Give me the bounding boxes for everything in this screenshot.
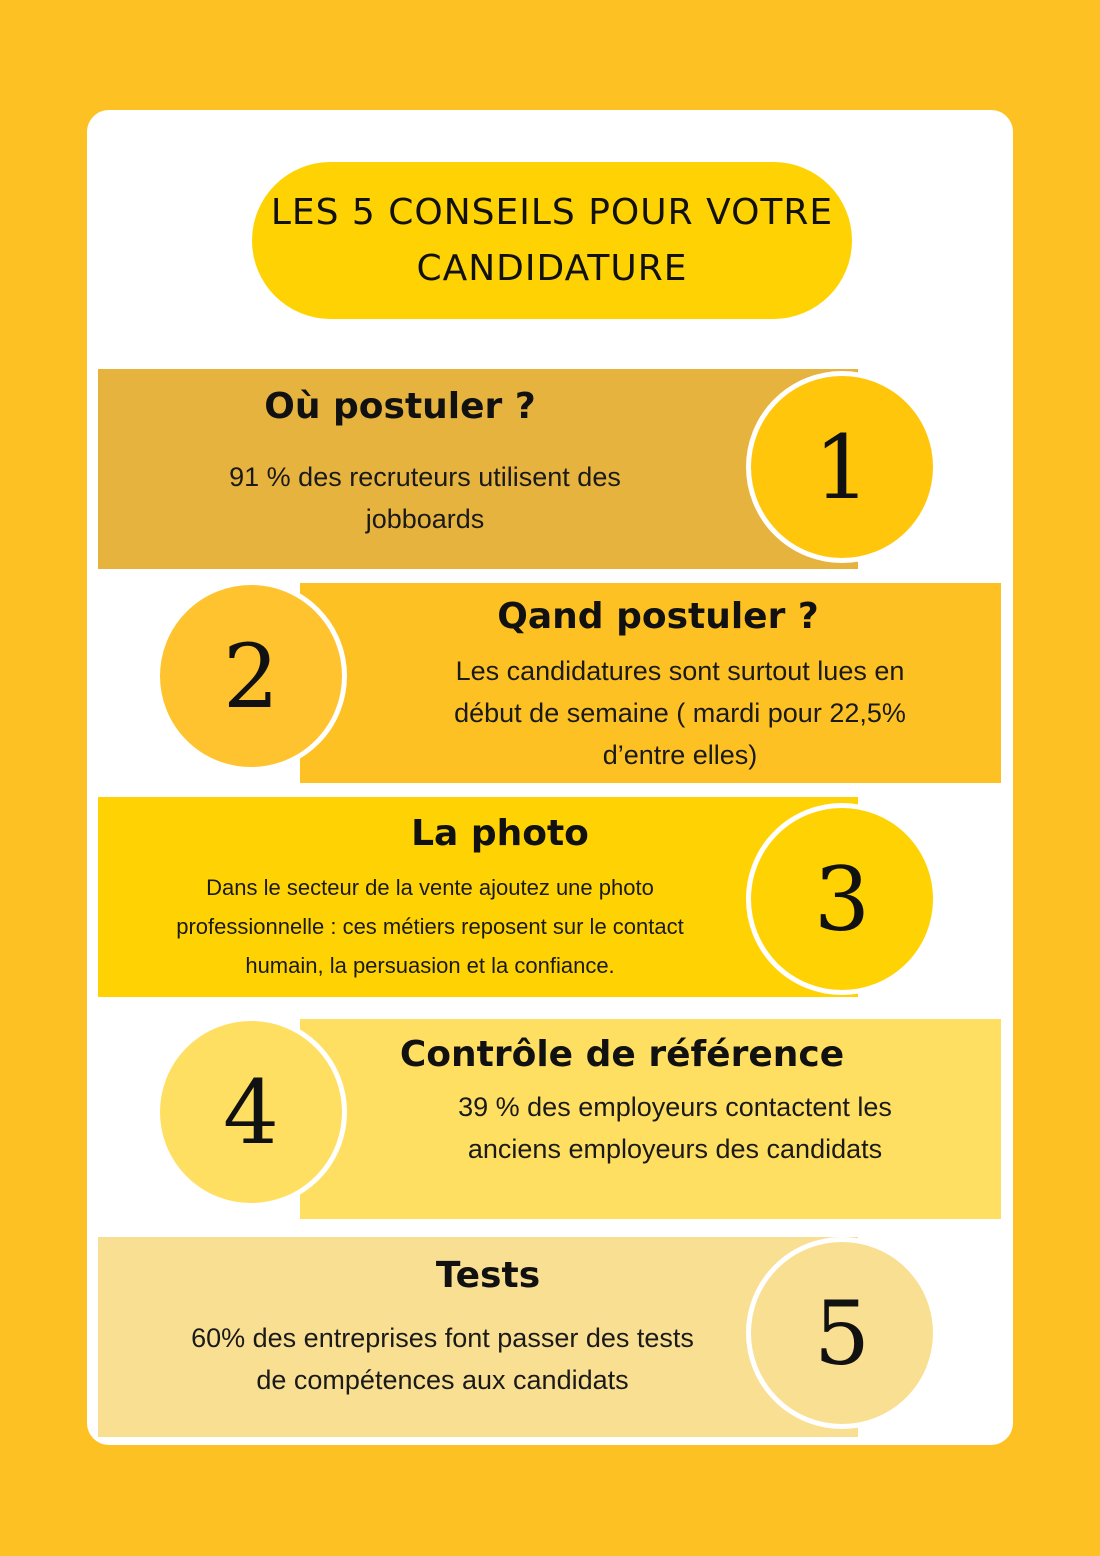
step-4-number: 4	[223, 1060, 279, 1164]
step-3-number: 3	[814, 847, 870, 951]
step-2-body: Les candidatures sont surtout lues en début de semaine ( mardi pour 22,5% d’entre elles)	[454, 656, 906, 770]
step-5-body: 60% des entreprises font passer des tests de compétences aux candidats	[191, 1323, 694, 1395]
step-4-number-circle	[155, 1016, 347, 1208]
step-1-number-circle	[746, 371, 938, 563]
title-banner	[252, 162, 852, 319]
step-5-number-circle	[746, 1237, 938, 1429]
step-5-number: 5	[814, 1281, 870, 1385]
step-3-number-circle	[746, 803, 938, 995]
step-4-heading: Contrôle de référence	[399, 1034, 845, 1075]
step-2-number-circle	[155, 580, 347, 772]
step-1-number: 1	[814, 415, 870, 519]
step-2-heading: Qand postuler ?	[497, 596, 819, 637]
step-3-heading: La photo	[411, 813, 589, 854]
step-2-number: 2	[223, 624, 279, 728]
page-title: LES 5 CONSEILS POUR VOTRE CANDIDATURE	[270, 191, 834, 289]
step-1-heading: Où postuler ?	[264, 386, 536, 427]
step-5-heading: Tests	[435, 1255, 541, 1296]
step-4-body: 39 % des employeurs contactent les anciens employeurs des candidats	[458, 1092, 892, 1164]
step-3-body: Dans le secteur de la vente ajoutez une photo professionnelle : ces métiers reposent sur le contact humain, la persuasion et la confiance.	[176, 875, 684, 978]
step-1-body: 91 % des recruteurs utilisent des jobboards	[229, 462, 621, 534]
